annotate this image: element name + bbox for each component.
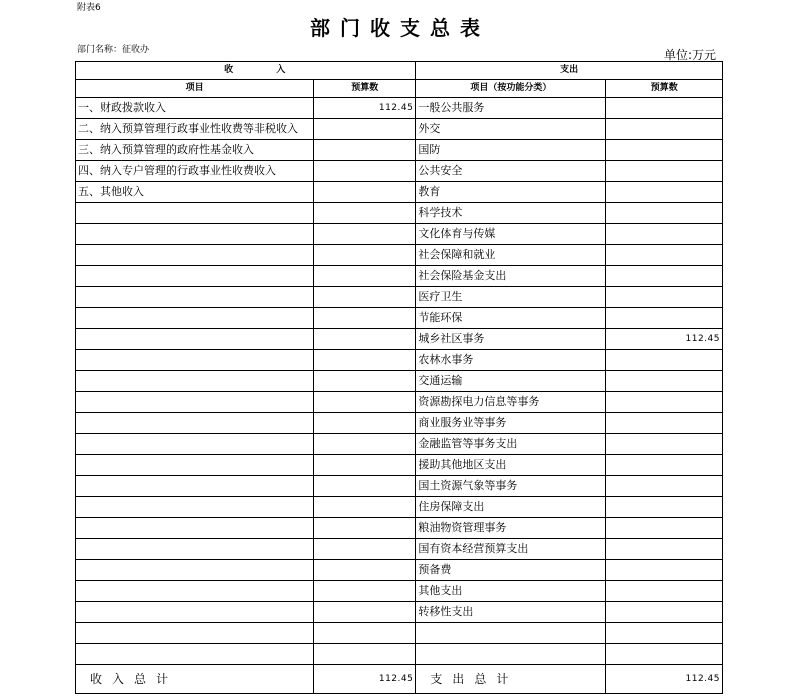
expense-amount-cell [606,203,723,224]
expense-amount-cell [606,392,723,413]
expense-amount-cell [606,518,723,539]
expense-item-cell: 资源勘探电力信息等事务 [416,392,606,413]
table-row [76,119,723,140]
expense-amount-cell [606,98,723,119]
expense-group-header: 支出 [416,62,723,80]
income-item-cell [76,287,314,308]
table-row [76,581,723,602]
expense-item-cell: 文化体育与传媒 [416,224,606,245]
income-total-label: 收入总计 [76,665,314,694]
expense-amount-cell [606,644,723,665]
expense-total-label: 支出总计 [416,665,606,694]
income-amount-cell [314,560,416,581]
income-amount-cell [314,644,416,665]
income-amount-cell [314,392,416,413]
income-item-cell: 五、其他收入 [76,182,314,203]
income-group-header: 收 入 [76,62,416,80]
expense-item-cell [416,644,606,665]
expense-item-cell [416,623,606,644]
expense-item-cell: 其他支出 [416,581,606,602]
table-row [76,623,723,644]
income-item-cell [76,602,314,623]
table-row [76,98,723,119]
income-amount-cell [314,203,416,224]
income-item-cell [76,497,314,518]
income-amount-cell [314,287,416,308]
expense-item-cell: 国防 [416,140,606,161]
expense-amount-cell [606,560,723,581]
expense-item-cell: 社会保险基金支出 [416,266,606,287]
table-row [76,434,723,455]
table-row [76,539,723,560]
expense-item-cell: 金融监管等事务支出 [416,434,606,455]
income-item-cell [76,581,314,602]
income-item-cell: 二、纳入预算管理行政事业性收费等非税收入 [76,119,314,140]
income-item-cell [76,434,314,455]
income-amount-cell [314,308,416,329]
expense-total-value: 112.45 [606,665,723,694]
income-amount-cell [314,161,416,182]
table-row [76,602,723,623]
expense-item-cell: 一般公共服务 [416,98,606,119]
table-row [76,413,723,434]
income-amount-cell [314,245,416,266]
expense-item-cell: 科学技术 [416,203,606,224]
income-total-value: 112.45 [314,665,416,694]
income-amount-cell [314,623,416,644]
expense-amount-cell [606,413,723,434]
income-amount-cell [314,581,416,602]
income-item-cell: 四、纳入专户管理的行政事业性收费收入 [76,161,314,182]
income-item-cell [76,392,314,413]
expense-amount-cell [606,371,723,392]
income-amount-cell [314,602,416,623]
income-item-cell [76,266,314,287]
col-header-budget-2: 预算数 [606,80,723,98]
expense-amount-cell [606,161,723,182]
expense-item-cell: 外交 [416,119,606,140]
expense-amount-cell [606,497,723,518]
income-expense-table [75,61,723,694]
income-item-cell [76,455,314,476]
income-amount-cell [314,371,416,392]
table-row [76,161,723,182]
expense-amount-cell [606,119,723,140]
col-header-item-func: 项目（按功能分类） [416,80,606,98]
income-amount-cell [314,350,416,371]
income-amount-cell [314,140,416,161]
expense-amount-cell [606,623,723,644]
col-header-budget: 预算数 [314,80,416,98]
income-amount-cell [314,539,416,560]
expense-item-cell: 商业服务业等事务 [416,413,606,434]
income-item-cell [76,539,314,560]
expense-item-cell: 转移性支出 [416,602,606,623]
expense-item-cell: 援助其他地区支出 [416,455,606,476]
income-amount-cell [314,224,416,245]
department-label: 部门名称：征收办 [77,45,150,55]
income-amount-cell [314,476,416,497]
income-amount-cell: 112.45 [314,98,416,119]
group-header-row [76,62,723,80]
table-row [76,455,723,476]
expense-item-cell: 国有资本经营预算支出 [416,539,606,560]
expense-item-cell: 社会保障和就业 [416,245,606,266]
income-amount-cell [314,266,416,287]
expense-amount-cell [606,140,723,161]
expense-amount-cell [606,602,723,623]
expense-item-cell: 医疗卫生 [416,287,606,308]
income-amount-cell [314,119,416,140]
expense-amount-cell [606,245,723,266]
income-item-cell: 三、纳入预算管理的政府性基金收入 [76,140,314,161]
income-amount-cell [314,455,416,476]
table-row [76,308,723,329]
table-row [76,329,723,350]
expense-item-cell: 节能环保 [416,308,606,329]
income-item-cell [76,203,314,224]
expense-amount-cell [606,224,723,245]
expense-item-cell: 教育 [416,182,606,203]
expense-amount-cell [606,455,723,476]
table-row [76,140,723,161]
col-header-item: 项目 [76,80,314,98]
expense-amount-cell [606,539,723,560]
expense-amount-cell [606,581,723,602]
unit-label: 单位:万元 [664,48,717,62]
income-amount-cell [314,497,416,518]
table-row [76,476,723,497]
income-item-cell [76,560,314,581]
income-amount-cell [314,413,416,434]
expense-item-cell: 国土资源气象等事务 [416,476,606,497]
income-item-cell [76,245,314,266]
expense-amount-cell [606,308,723,329]
expense-item-cell: 住房保障支出 [416,497,606,518]
expense-amount-cell [606,266,723,287]
income-item-cell [76,308,314,329]
income-amount-cell [314,518,416,539]
table-row [76,644,723,665]
income-amount-cell [314,434,416,455]
expense-amount-cell [606,287,723,308]
income-item-cell [76,371,314,392]
income-amount-cell [314,182,416,203]
income-item-cell [76,413,314,434]
income-item-cell [76,644,314,665]
table-row [76,182,723,203]
expense-item-cell: 城乡社区事务 [416,329,606,350]
expense-item-cell: 农林水事务 [416,350,606,371]
table-row [76,224,723,245]
table-row [76,245,723,266]
expense-amount-cell [606,350,723,371]
table-row [76,203,723,224]
expense-item-cell: 预备费 [416,560,606,581]
page-title: 部门收支总表 [310,16,490,40]
table-row [76,392,723,413]
total-row [76,665,723,694]
table-row [76,287,723,308]
table-row [76,350,723,371]
income-item-cell [76,476,314,497]
expense-amount-cell [606,434,723,455]
expense-amount-cell [606,476,723,497]
column-header-row [76,80,723,98]
table-row [76,518,723,539]
table-row [76,266,723,287]
table-row [76,371,723,392]
table-row [76,497,723,518]
income-item-cell [76,329,314,350]
expense-item-cell: 粮油物资管理事务 [416,518,606,539]
income-amount-cell [314,329,416,350]
expense-amount-cell: 112.45 [606,329,723,350]
income-item-cell: 一、财政拨款收入 [76,98,314,119]
expense-item-cell: 公共安全 [416,161,606,182]
table-row [76,560,723,581]
expense-item-cell: 交通运输 [416,371,606,392]
attachment-label: 附表6 [77,3,101,13]
income-item-cell [76,224,314,245]
income-item-cell [76,518,314,539]
income-item-cell [76,350,314,371]
expense-amount-cell [606,182,723,203]
income-item-cell [76,623,314,644]
